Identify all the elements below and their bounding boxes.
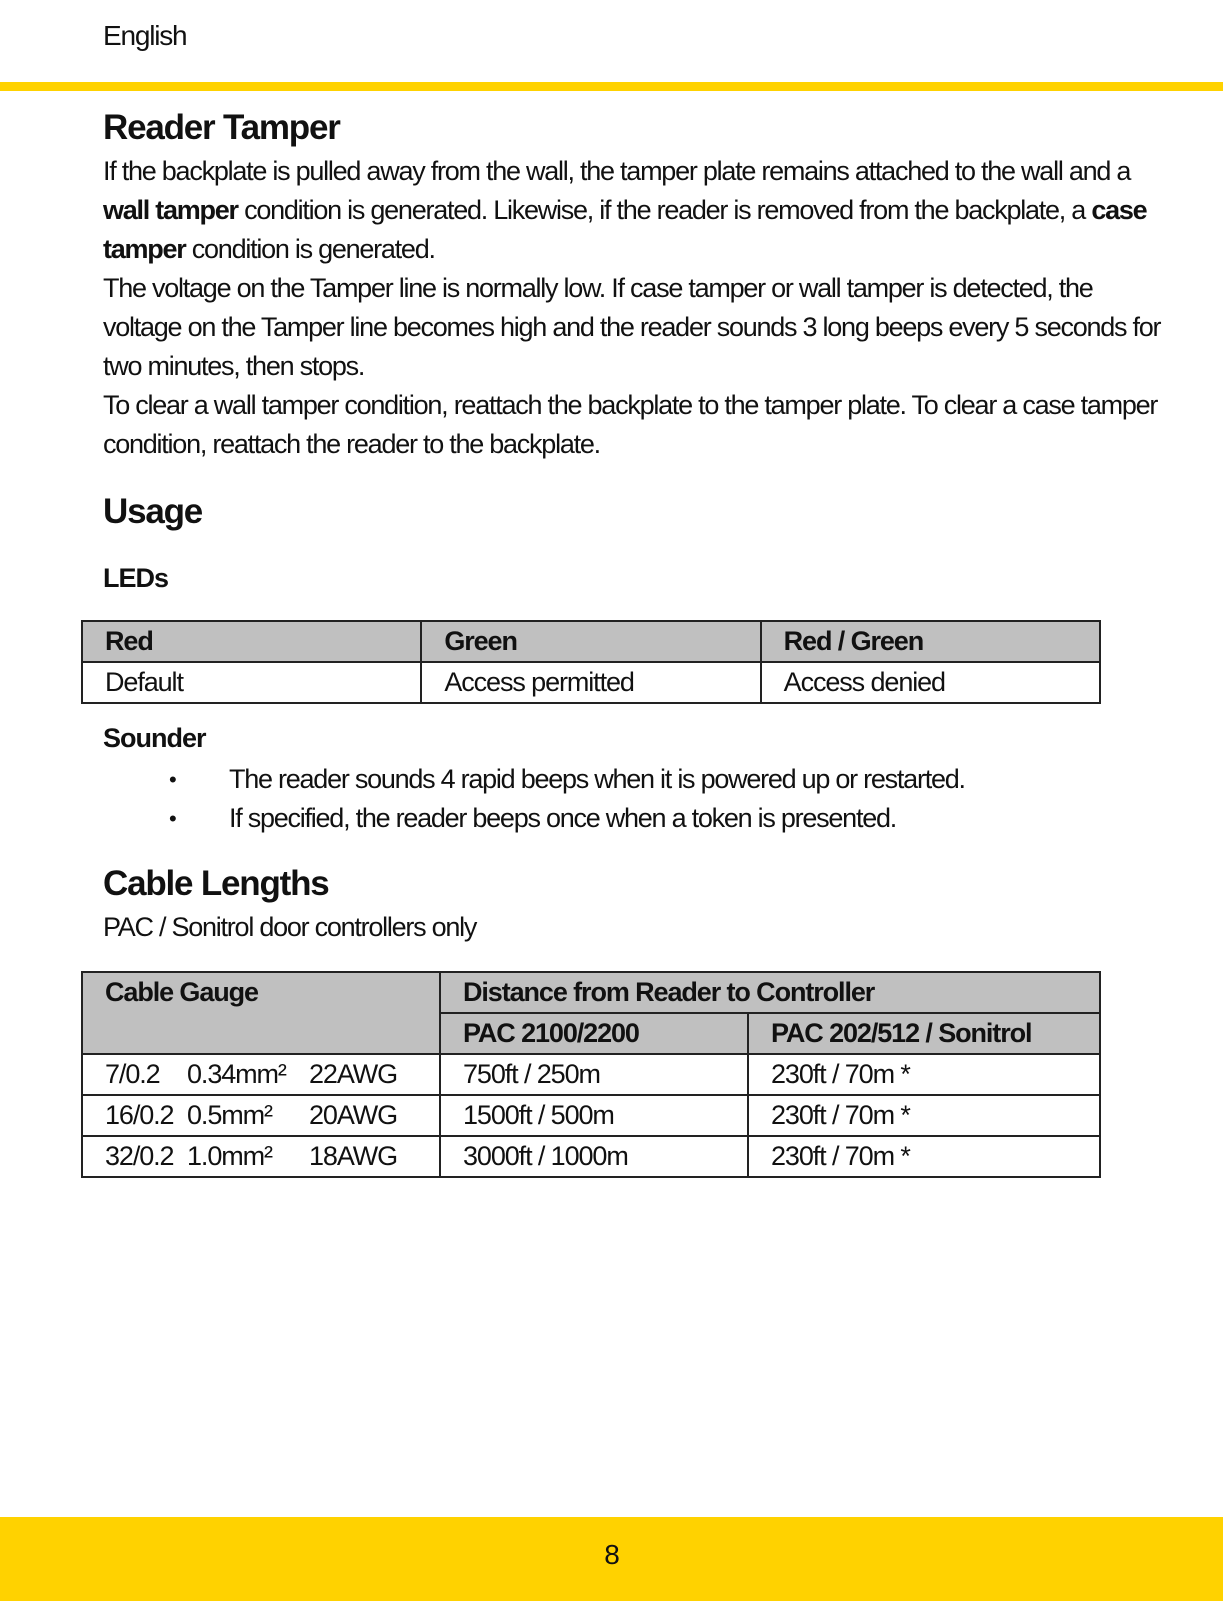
- pac202-cell: 230ft / 70m *: [748, 1054, 1100, 1095]
- table-row: [82, 1054, 1100, 1095]
- led-table: [81, 620, 1101, 704]
- led-header-red: Red: [82, 621, 421, 662]
- cable-lengths-subtitle: PAC / Sonitrol door controllers only: [103, 912, 477, 942]
- leds-heading: LEDs: [103, 563, 169, 593]
- pac202-cell: 230ft / 70m *: [748, 1136, 1100, 1177]
- gauge-cell: 7/0.2 0.34mm² 22AWG: [82, 1054, 440, 1095]
- table-row: [82, 1136, 1100, 1177]
- bullet-icon: •: [169, 806, 176, 831]
- tamper-paragraph-2: The voltage on the Tamper line is normally low. If case tamper or wall tamper is detected, the voltage on the Tamper line becomes high and the reader sounds 3 long beeps every 5 seconds for two minutes, then stops.: [103, 273, 1161, 381]
- led-header-green: Green: [421, 621, 760, 662]
- list-item: • The reader sounds 4 rapid beeps when it is powered up or restarted.: [103, 760, 1123, 799]
- header-rule: [0, 82, 1223, 91]
- pac2100-cell: 3000ft / 1000m: [440, 1136, 748, 1177]
- led-cell-red: Default: [82, 662, 421, 703]
- usage-heading: Usage: [103, 492, 203, 531]
- language-label: English: [103, 20, 187, 51]
- cable-table: [81, 971, 1101, 1178]
- bullet-icon: •: [169, 767, 176, 792]
- gauge-cell: 32/0.2 1.0mm² 18AWG: [82, 1136, 440, 1177]
- tamper-paragraph-3: To clear a wall tamper condition, reattach the backplate to the tamper plate. To clear a case tamper condition, reattach the reader to the backplate.: [103, 390, 1158, 459]
- table-header-row: [82, 972, 1100, 1013]
- sounder-list: [103, 760, 1123, 838]
- gauge-cell: 16/0.2 0.5mm² 20AWG: [82, 1095, 440, 1136]
- pac2100-cell: 1500ft / 500m: [440, 1095, 748, 1136]
- reader-tamper-heading: Reader Tamper: [103, 108, 340, 147]
- page-content: [103, 100, 1161, 1178]
- sounder-heading: Sounder: [103, 723, 206, 753]
- pac202-cell: 230ft / 70m *: [748, 1095, 1100, 1136]
- cable-lengths-heading: Cable Lengths: [103, 864, 329, 903]
- pac2100-cell: 750ft / 250m: [440, 1054, 748, 1095]
- list-item: • If specified, the reader beeps once when a token is presented.: [103, 799, 1123, 838]
- pac202-header: PAC 202/512 / Sonitrol: [748, 1013, 1100, 1054]
- page-number: 8: [604, 1539, 619, 1570]
- led-cell-red-green: Access denied: [761, 662, 1100, 703]
- table-row: [82, 662, 1100, 703]
- table-row: [82, 1095, 1100, 1136]
- table-header-row: [82, 621, 1100, 662]
- pac2100-header: PAC 2100/2200: [440, 1013, 748, 1054]
- cable-gauge-header: Cable Gauge: [82, 972, 440, 1054]
- led-header-red-green: Red / Green: [761, 621, 1100, 662]
- footer-band: [0, 1517, 1223, 1601]
- distance-header: Distance from Reader to Controller: [440, 972, 1100, 1013]
- led-cell-green: Access permitted: [421, 662, 760, 703]
- tamper-paragraph-1: If the backplate is pulled away from the wall, the tamper plate remains attached to the wall and a wall tamper condition is generated. Likewise, if the reader is removed from the backplate, a case tamper condition is generated.: [103, 156, 1147, 264]
